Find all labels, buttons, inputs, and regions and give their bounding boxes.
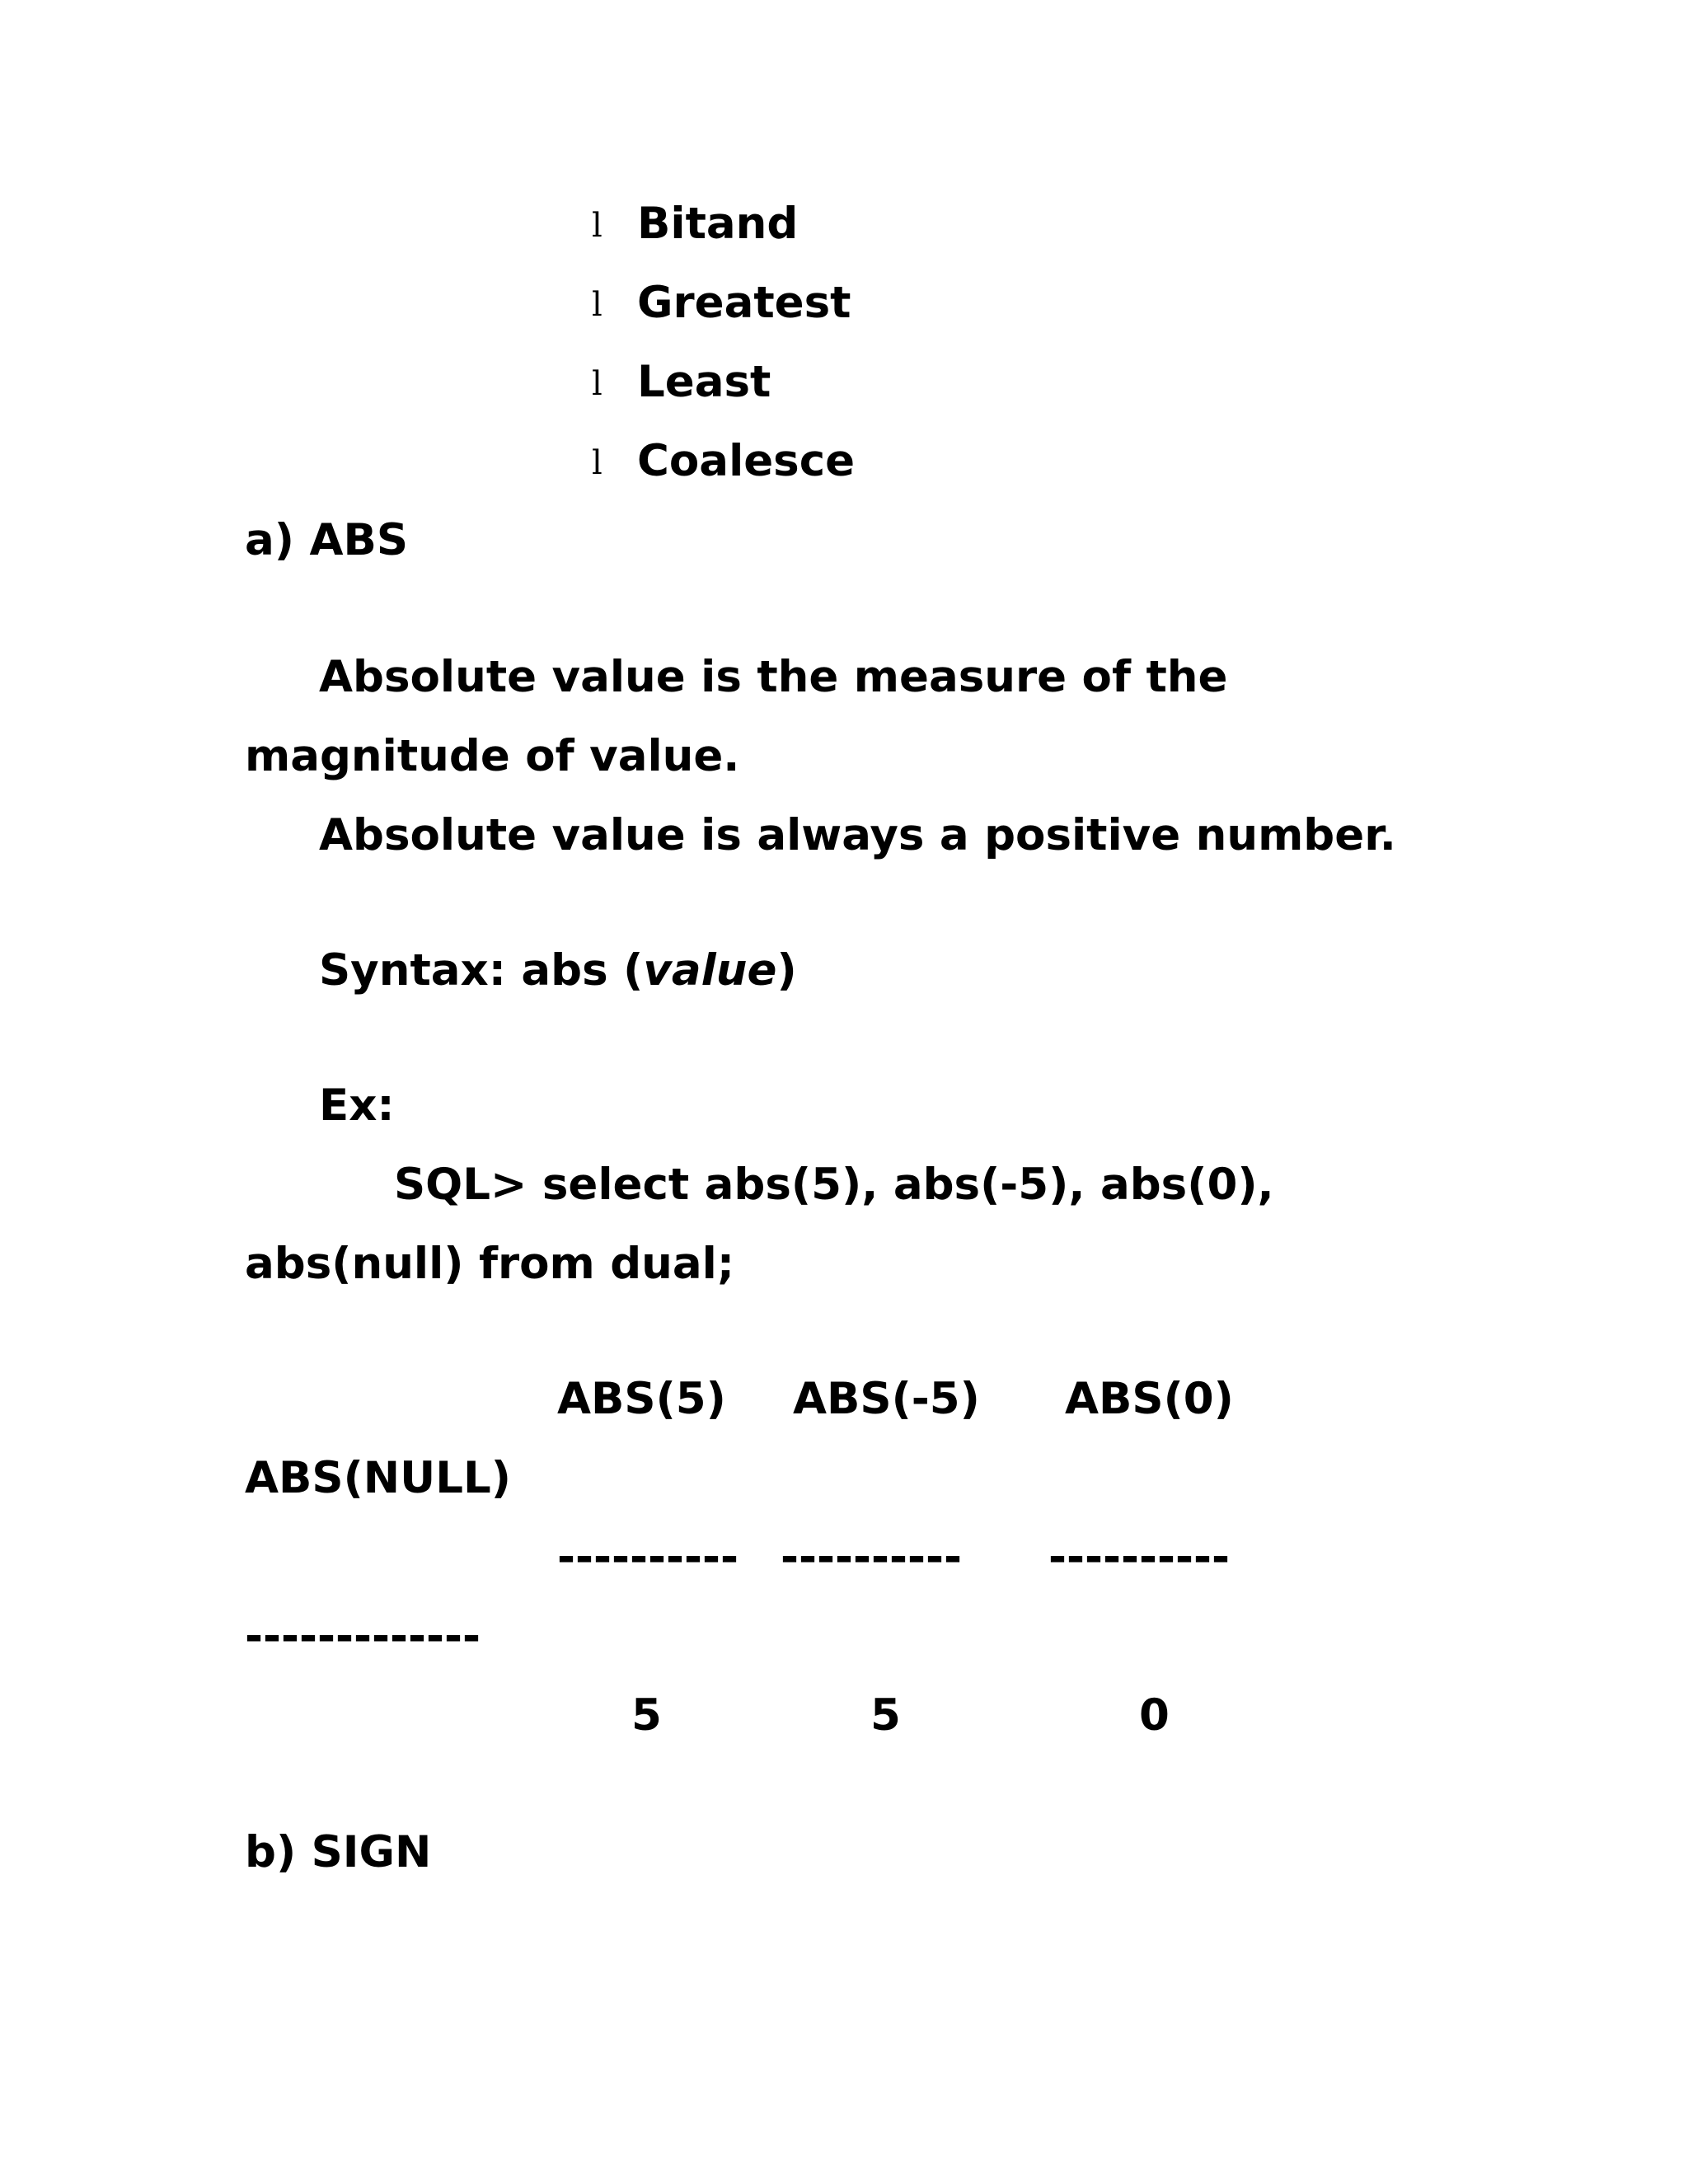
result-separator: ---------- [557, 1532, 738, 1582]
bullet-item-least: Least [637, 357, 771, 407]
result-separator: ---------- [1048, 1532, 1230, 1582]
bullet-item-greatest: Greatest [637, 278, 851, 328]
result-value: 5 [631, 1690, 662, 1741]
syntax-prefix: Syntax: abs ( [319, 945, 644, 996]
sql-statement-line: abs(null) from dual; [245, 1239, 735, 1289]
paragraph-line: magnitude of value. [245, 731, 740, 781]
result-header: ABS(-5) [793, 1374, 980, 1424]
paragraph-line: Absolute value is always a positive number. [319, 810, 1396, 860]
bullet-marker: l [592, 207, 603, 245]
syntax-argument: value [643, 945, 777, 996]
sql-statement-line: SQL> select abs(5), abs(-5), abs(0), [394, 1160, 1274, 1210]
bullet-item-coalesce: Coalesce [637, 436, 856, 486]
section-heading-abs: a) ABS [245, 515, 409, 565]
result-header: ABS(5) [557, 1374, 726, 1424]
bullet-marker: l [592, 444, 603, 482]
section-heading-sign: b) SIGN [245, 1827, 432, 1877]
result-value: 5 [870, 1690, 901, 1741]
syntax-line [319, 944, 797, 997]
example-label: Ex: [319, 1080, 395, 1131]
paragraph-line: Absolute value is the measure of the [319, 652, 1228, 702]
result-header: ABS(NULL) [245, 1453, 511, 1503]
result-separator: ---------- [781, 1532, 962, 1582]
bullet-marker: l [592, 286, 603, 324]
bullet-marker: l [592, 365, 603, 403]
syntax-suffix: ) [776, 945, 797, 996]
result-header: ABS(0) [1065, 1374, 1234, 1424]
result-value: 0 [1139, 1690, 1170, 1741]
result-separator: ------------- [245, 1611, 481, 1661]
bullet-item-bitand: Bitand [637, 199, 799, 249]
